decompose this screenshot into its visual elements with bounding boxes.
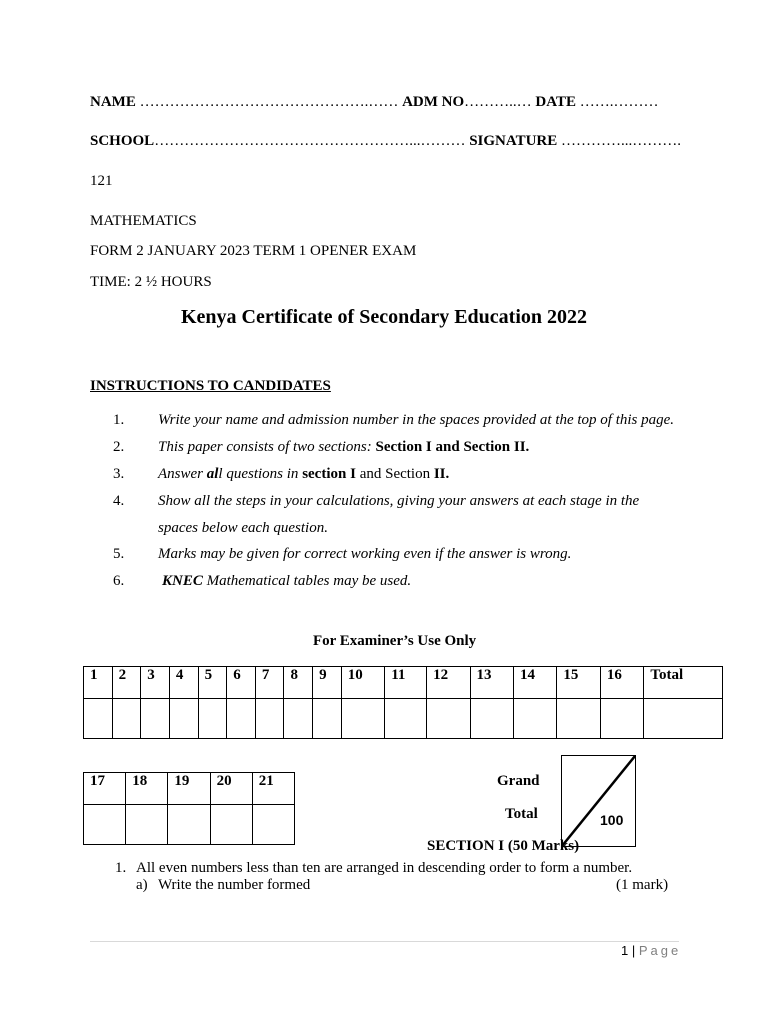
instruction-text: Answer all questions in section I and Section II. bbox=[158, 466, 450, 482]
subquestion-marks: (1 mark) bbox=[616, 877, 669, 893]
question-number-cell: 10 bbox=[341, 667, 384, 699]
paper-code: 121 bbox=[90, 173, 113, 189]
signature-label: SIGNATURE bbox=[469, 133, 558, 149]
instruction-item bbox=[0, 573, 768, 593]
question-number-cell: 17 bbox=[84, 773, 126, 805]
adm-no-field[interactable]: ………..… bbox=[464, 94, 532, 110]
name-field[interactable]: ……………………………………….…… bbox=[139, 94, 399, 110]
page-footer bbox=[621, 943, 681, 958]
exam-time: TIME: 2 ½ HOURS bbox=[90, 274, 212, 290]
question-number-cell: 1 bbox=[84, 667, 113, 699]
question-number-cell: 4 bbox=[169, 667, 198, 699]
instruction-item bbox=[0, 466, 768, 486]
score-cell[interactable] bbox=[227, 699, 256, 739]
page-word: Page bbox=[638, 943, 682, 958]
question-number-cell: 3 bbox=[141, 667, 170, 699]
subject: MATHEMATICS bbox=[90, 213, 197, 229]
date-field[interactable]: …….……… bbox=[579, 94, 659, 110]
score-cell[interactable] bbox=[313, 699, 342, 739]
exam-name: FORM 2 JANUARY 2023 TERM 1 OPENER EXAM bbox=[90, 243, 417, 259]
instruction-text-continued: spaces below each question. bbox=[158, 520, 328, 536]
question-number-cell: 21 bbox=[252, 773, 294, 805]
instruction-text: Show all the steps in your calculations, giving your answers at each stage in the bbox=[158, 493, 640, 509]
name-line bbox=[90, 94, 658, 111]
instruction-number: 5. bbox=[113, 546, 125, 562]
score-cell[interactable] bbox=[385, 699, 427, 739]
school-label: SCHOOL bbox=[90, 133, 155, 149]
question-number-cell: 6 bbox=[227, 667, 256, 699]
score-cell[interactable] bbox=[255, 699, 284, 739]
score-cell[interactable] bbox=[600, 699, 643, 739]
total-label: Total bbox=[505, 806, 538, 822]
page-number: 1 bbox=[621, 943, 629, 958]
question-number-cell: 2 bbox=[112, 667, 141, 699]
question-number-cell: 8 bbox=[284, 667, 313, 699]
instruction-number: 1. bbox=[113, 412, 125, 428]
school-line bbox=[90, 133, 681, 150]
footer-rule bbox=[90, 941, 679, 942]
question-number-cell: 15 bbox=[557, 667, 600, 699]
total-score-cell[interactable] bbox=[644, 699, 723, 739]
score-cell[interactable] bbox=[168, 805, 210, 845]
examiner-score-table-2 bbox=[83, 772, 295, 845]
score-cell[interactable] bbox=[84, 699, 113, 739]
instruction-text: Write your name and admission number in the spaces provided at the top of this page. bbox=[158, 412, 675, 428]
exam-title: Kenya Certificate of Secondary Education 2022 bbox=[180, 306, 588, 328]
instruction-item bbox=[0, 493, 768, 541]
question-number-cell: 19 bbox=[168, 773, 210, 805]
section-heading: SECTION I (50 Marks) bbox=[427, 838, 580, 854]
score-cell[interactable] bbox=[210, 805, 252, 845]
adm-no-label: ADM NO bbox=[402, 94, 465, 110]
score-cell[interactable] bbox=[284, 699, 313, 739]
instructions-heading: INSTRUCTIONS TO CANDIDATES bbox=[90, 378, 331, 394]
instruction-item bbox=[0, 546, 768, 566]
instruction-number: 4. bbox=[113, 493, 125, 509]
score-cell[interactable] bbox=[513, 699, 556, 739]
instruction-text: Marks may be given for correct working even if the answer is wrong. bbox=[158, 546, 572, 562]
question-number-cell: 20 bbox=[210, 773, 252, 805]
score-cell[interactable] bbox=[470, 699, 513, 739]
instruction-text: KNEC Mathematical tables may be used. bbox=[162, 573, 412, 589]
school-field[interactable]: ……………………………………………...……… bbox=[154, 133, 466, 149]
total-header-cell: Total bbox=[644, 667, 723, 699]
footer-separator: | bbox=[631, 943, 636, 958]
question-number-cell: 12 bbox=[427, 667, 470, 699]
question-text: All even numbers less than ten are arranged in descending order to form a number. bbox=[136, 860, 633, 876]
score-cell[interactable] bbox=[198, 699, 227, 739]
question-number-cell: 18 bbox=[126, 773, 168, 805]
instruction-number: 2. bbox=[113, 439, 125, 455]
score-cell[interactable] bbox=[141, 699, 170, 739]
instruction-item bbox=[0, 412, 768, 432]
instruction-item bbox=[0, 439, 768, 459]
subquestion-text: Write the number formed bbox=[158, 877, 311, 893]
examiner-heading: For Examiner’s Use Only bbox=[313, 633, 477, 649]
grand-total-value: 100 bbox=[600, 812, 624, 828]
grand-label: Grand bbox=[497, 773, 540, 789]
score-cell[interactable] bbox=[427, 699, 470, 739]
examiner-score-table bbox=[83, 666, 723, 739]
diagonal-slash bbox=[562, 756, 635, 846]
question-number-cell: 5 bbox=[198, 667, 227, 699]
score-cell[interactable] bbox=[84, 805, 126, 845]
score-cell[interactable] bbox=[557, 699, 600, 739]
score-cell[interactable] bbox=[126, 805, 168, 845]
grand-total-box[interactable] bbox=[561, 755, 636, 847]
question-number-cell: 7 bbox=[255, 667, 284, 699]
instruction-text: This paper consists of two sections: Section I and Section II. bbox=[158, 439, 530, 455]
question-number-cell: 9 bbox=[313, 667, 342, 699]
subquestion-label: a) bbox=[136, 877, 148, 893]
score-cell[interactable] bbox=[341, 699, 384, 739]
name-label: NAME bbox=[90, 94, 136, 110]
score-cell[interactable] bbox=[252, 805, 294, 845]
instruction-number: 6. bbox=[113, 573, 125, 589]
question-number-cell: 14 bbox=[513, 667, 556, 699]
signature-field[interactable]: …………...………. bbox=[561, 133, 682, 149]
date-label: DATE bbox=[535, 94, 576, 110]
score-cell[interactable] bbox=[169, 699, 198, 739]
question-number-cell: 11 bbox=[385, 667, 427, 699]
question-number-cell: 13 bbox=[470, 667, 513, 699]
score-cell[interactable] bbox=[112, 699, 141, 739]
instruction-number: 3. bbox=[113, 466, 125, 482]
question-number: 1. bbox=[115, 860, 127, 876]
question-number-cell: 16 bbox=[600, 667, 643, 699]
